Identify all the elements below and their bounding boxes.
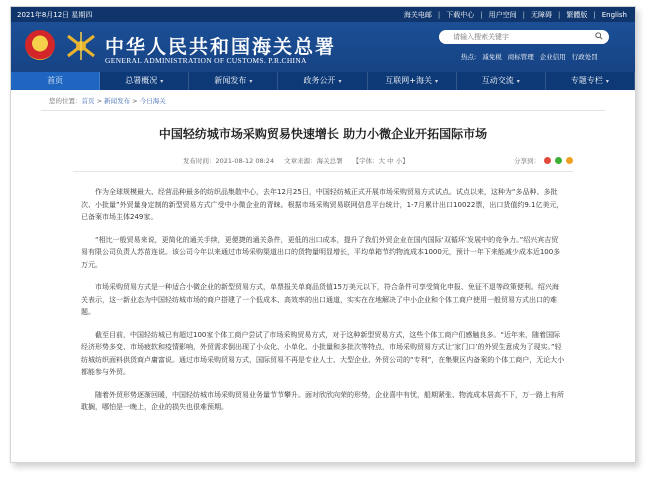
nav-home[interactable]: 首页	[11, 72, 100, 90]
chevron-down-icon: ▾	[249, 78, 253, 85]
site-title-cn: 中华人民共和国海关总署	[105, 36, 337, 58]
search-box	[439, 30, 609, 44]
national-emblem-icon	[25, 30, 55, 60]
chevron-down-icon: ▾	[605, 78, 609, 85]
top-link-english[interactable]: English	[601, 10, 627, 19]
nav-internet-customs[interactable]: 互联网+海关 ▾	[368, 72, 457, 90]
article-paragraph: 截至目前，中国轻纺城已有超过100家个体工商户尝试了市场采购贸易方式，对于这种新型贸易方式，这些个体工商户们感触良多。“近年来，随着国际经济形势多变、市场疲软和疫情影响，外贸需求倒出现了小众化、小单化、小批量和多批次等特点，市场采购贸易方式让‘家门口’的外贸生意成为了现实。”轻纺城纺织面料供货商卢庸富说。通过市场采购贸易方式，国际贸易不再是专业人士、大型企业、外贸公司的“专利”，在集聚区内备案的个体工商户，无论大小都能参与外贸。	[81, 330, 565, 376]
current-date: 2021年8月12日 星期四	[17, 10, 93, 19]
breadcrumb: 您的位置：首页 > 新闻发布 > 今日海关	[49, 97, 166, 105]
wechat-icon[interactable]	[555, 157, 562, 164]
article-meta	[73, 156, 573, 172]
top-link-accessibility[interactable]: 无障碍	[531, 10, 552, 19]
article-source: 文章来源：海关总署	[284, 157, 343, 165]
qzone-icon[interactable]	[566, 157, 573, 164]
top-bar	[11, 7, 635, 22]
browser-page	[10, 6, 636, 463]
site-title-en: GENERAL ADMINISTRATION OF CUSTOMS. P.R.CHINA	[105, 56, 307, 65]
chevron-down-icon: ▾	[434, 78, 438, 85]
hot-links	[461, 52, 598, 61]
customs-logo-icon	[63, 28, 99, 64]
nav-interaction[interactable]: 互动交流 ▾	[457, 72, 546, 90]
nav-public-affairs[interactable]: 政务公开 ▾	[278, 72, 367, 90]
hot-label: 热点:	[461, 53, 477, 61]
breadcrumb-prefix: 您的位置：	[49, 97, 82, 105]
top-link-download[interactable]: 下载中心	[446, 10, 475, 19]
article-body	[81, 186, 565, 414]
top-link-traditional[interactable]: 繁體版	[566, 10, 588, 19]
hot-link-trademark[interactable]: 商标管理	[507, 53, 534, 61]
weibo-icon[interactable]	[544, 157, 551, 164]
top-link-user-space[interactable]: 用户空间	[488, 10, 517, 19]
breadcrumb-news[interactable]: 新闻发布	[104, 97, 131, 105]
share-bar	[514, 156, 573, 165]
chevron-down-icon: ▾	[516, 78, 520, 85]
search-icon[interactable]	[595, 32, 603, 40]
top-links: 海关电邮 | 下载中心 | 用户空间 | 无障碍 | 繁體版 | English	[403, 10, 627, 19]
hot-link-credit[interactable]: 企业信用	[539, 53, 566, 61]
divider	[41, 110, 605, 111]
hot-link-penalty[interactable]: 行政处罚	[571, 53, 598, 61]
main-nav	[11, 72, 635, 90]
nav-news[interactable]: 新闻发布 ▾	[189, 72, 278, 90]
top-link-email[interactable]: 海关电邮	[403, 10, 432, 19]
article-paragraph: 作为全球规模最大、经营品种最多的纺织品集散中心，去年12月25日，中国轻纺城正式开展市场采购贸易方式试点。试点以来，这种为“多品种、多批次、小批量”外贸量身定制的新型贸易方式广受中小微企业的青睐。根据市场采购贸易联网信息平台统计，1-7月累计出口10022票，出口货值约9.1亿美元，已备案市场主体249家。	[81, 188, 564, 221]
breadcrumb-home[interactable]: 首页	[81, 97, 95, 105]
hot-link-tax[interactable]: 减免税	[482, 53, 502, 61]
chevron-down-icon: ▾	[160, 78, 164, 85]
font-size-switch[interactable]: 【字体：大 中 小】	[352, 157, 409, 165]
article-title: 中国轻纺城市场采购贸易快速增长 助力小微企业开拓国际市场	[158, 127, 488, 141]
chevron-down-icon: ▾	[338, 78, 342, 85]
nav-about[interactable]: 总署概况 ▾	[100, 72, 189, 90]
breadcrumb-today[interactable]: 今日海关	[139, 97, 166, 105]
article-paragraph: “相比一般贸易来说，更简化的通关手续，更便捷的通关条件，更低的出口成本，提升了我们外贸企业在国内国际‘双循环’发展中的竞争力。”绍兴宾吉贸易有限公司负责人苏苗连说。该公司今年以来通过市场采购渠道出口的货物量明显增长，平均单箱节约物流成本1000元，预计一年下来能减少成本近100多万元。	[81, 235, 561, 269]
search-input[interactable]	[451, 32, 595, 42]
site-header	[11, 22, 635, 72]
article-paragraph: 随着外贸形势逐渐回暖，中国轻纺城市场采购贸易业务量节节攀升。面对欣欣向荣的形势，企业喜中有忧，船期紧张、物流成本居高不下，万一路上有所耽搁，哪怕是一晚上，企业的损失也很难预期。	[81, 390, 564, 411]
share-label: 分享到：	[514, 157, 540, 165]
publish-time: 发布时间：2021-08-12 08:24	[183, 157, 275, 165]
nav-special-topics[interactable]: 专题专栏 ▾	[546, 72, 635, 90]
article-paragraph: 市场采购贸易方式是一种适合小微企业的新型贸易方式，单票报关单商品货值15万美元以下，符合条件可享受简化申报、免征不退等政策便利。绍兴海关表示，这一新业态为中国轻纺城市场的商户搭建了一个低成本、高效率的出口通道，实实在在地解决了中小企业和个体工商户使用一般贸易方式出口的难题。	[81, 283, 559, 316]
